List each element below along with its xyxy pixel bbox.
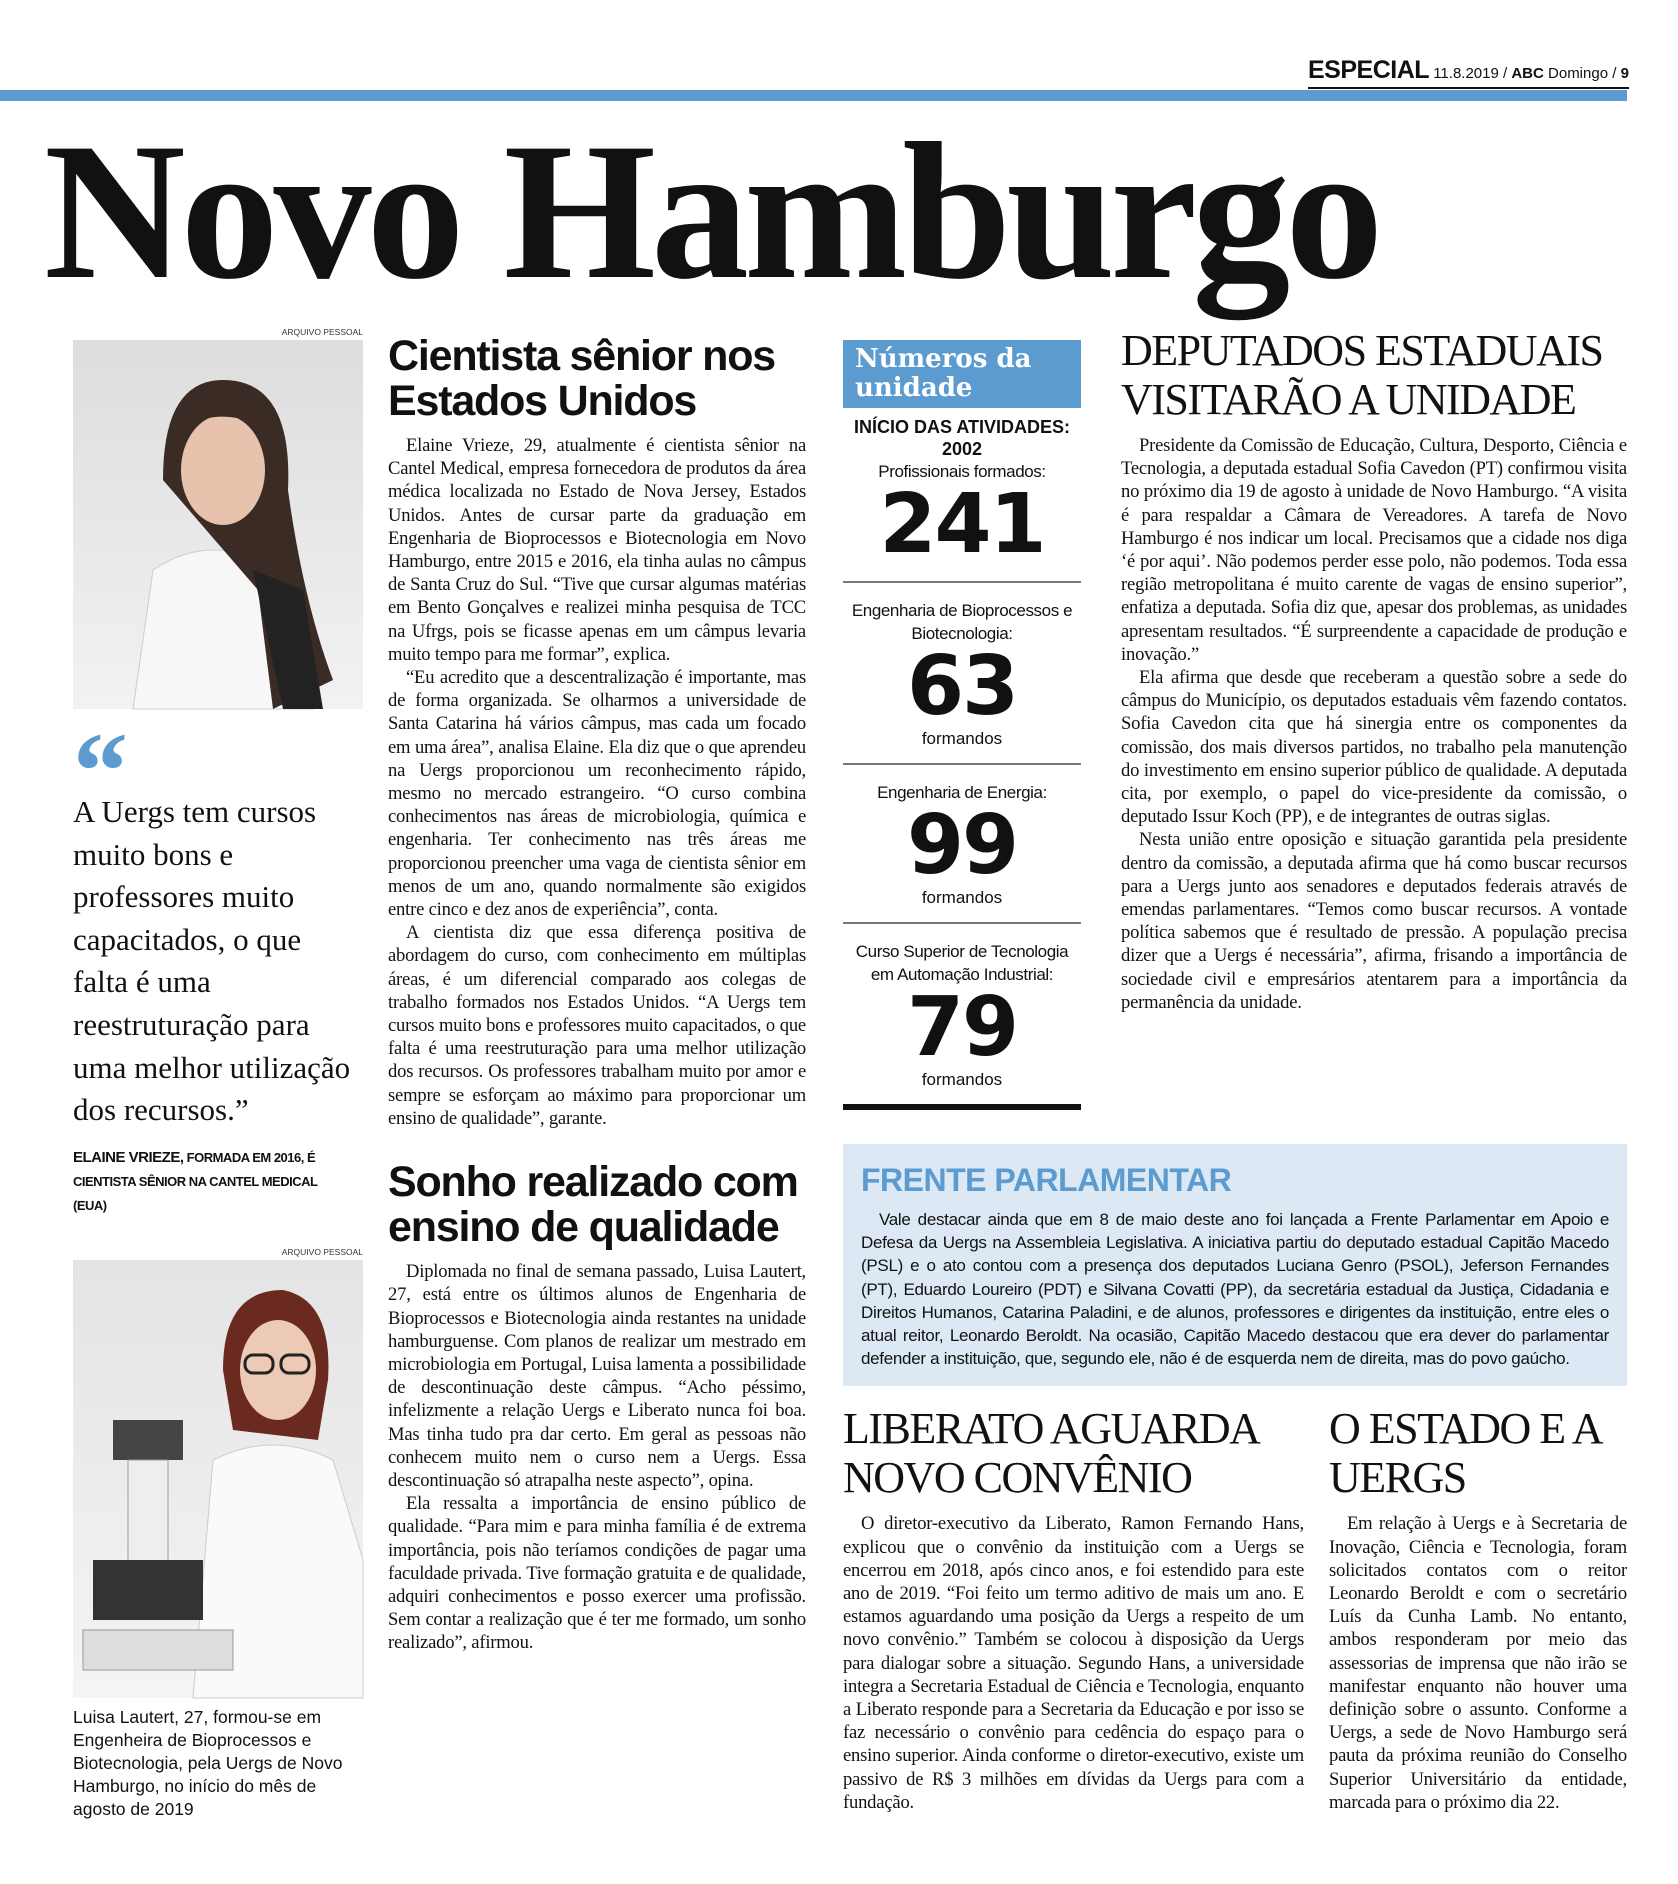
photo-caption: Luisa Lautert, 27, formou-se em Engenheira de Bioprocessos e Biotecnologia, pela Uergs de Novo Hamburgo, no início do mês de agosto de 2019 [73, 1706, 343, 1819]
box-text: Vale destacar ainda que em 8 de maio deste ano foi lançada a Frente Parlamentar em Apoio e Defesa da Uergs na Assembleia Legislativa. A iniciativa partiu do deputado estadual Capitão Macedo (PSL) e o ato contou com a presença dos deputados Luciana Genro (PSOL), Jeferson Fernandes (PT), Eduardo Loureiro (PDT) e Silvana Covatti (PP), da secretária estadual da Justiça, Cidadania e Direitos Humanos, Catarina Paladini, e de alunos, professores e dirigentes da instituição, entre eles o atual reitor, Leonardo Beroldt. Na ocasião, Capitão Macedo destacou que era dever do parlamentar defender a instituição, que, segundo ele, não é de esquerda nem de direita, mas do povo gaúcho. [861, 1210, 1609, 1369]
header-rule [0, 90, 1627, 101]
article-body [843, 1512, 1304, 1814]
stat-label: Engenharia de Bioprocessos e Biotecnologia: [851, 601, 1073, 643]
stats-title: Números da unidade [843, 340, 1081, 408]
right-bottom-row [843, 1404, 1627, 1814]
issue-date: 11.8.2019 [1433, 65, 1499, 82]
stat-value: 79 [906, 980, 1018, 1075]
attribution-name: ELAINE VRIEZE, [73, 1148, 184, 1166]
attribution-text: FORMADA EM 2016, É CIENTISTA SÊNIOR NA CANTEL MEDICAL (EUA) [73, 1149, 318, 1213]
article-body [1329, 1512, 1627, 1814]
stat-value: 241 [879, 477, 1045, 572]
page-number: 9 [1620, 65, 1629, 82]
divider [843, 763, 1081, 765]
paragraph: Em relação à Uergs e à Secretaria de Inovação, Ciência e Tecnologia, foram solicitados contatos com o reitor Leonardo Beroldt e com o secretário Luís da Cunha Lamb. No entanto, ambos responderam por meio das assessorias de imprensa que não irão se manifestar enquanto não houver uma definição sobre o assunto. Conforme a Uergs, a sede de Novo Hamburgo será pauta da próxima reunião do Conselho Superior Universitário da entidade, marcada para o próximo dia 22. [1329, 1513, 1627, 1813]
box-headline: FRENTE PARLAMENTAR [861, 1162, 1232, 1198]
page-header: ESPECIAL 11.8.2019 / ABC Domingo / 9 [1308, 56, 1629, 89]
article-headline: O ESTADO E A UERGS [1329, 1404, 1600, 1503]
paragraph: Ela afirma que desde que receberam a questão sobre a sede do câmpus do Município, os deputados estaduais vêm fazendo contatos. Sofia Cavedon cita que há sinergia entre os componentes da comissão, dos mais diversos partidos, no trabalho pela manutenção do investimento em ensino superior público de qualidade. A deputada cita, por exemplo, o papel do vice-presidente da comissão, o deputado Issur Koch (PP), e de integrantes de outras siglas. [1121, 667, 1627, 828]
divider [843, 581, 1081, 583]
stat-value: 99 [906, 798, 1018, 893]
paper-brand: ABC [1511, 65, 1544, 82]
stat-label: Profissionais formados: [878, 462, 1046, 481]
article-body [388, 1260, 806, 1654]
center-column [388, 326, 806, 1655]
paper-name: Domingo [1548, 65, 1609, 82]
elaine-photo [73, 340, 363, 709]
right-top-row [843, 326, 1627, 1126]
stat-label: Engenharia de Energia: [877, 783, 1047, 802]
luisa-photo [73, 1260, 363, 1698]
page-title: Novo Hamburgo [44, 103, 1379, 320]
paragraph: O diretor-executivo da Liberato, Ramon Fernando Hans, explicou que o convênio da instituição com a Uergs se encerrou em 2018, após cinco anos, e foi estendido para este ano de 2019. “Foi feito um termo aditivo de mais um ano. E estamos aguardando uma posição da Uergs a respeito de um novo convênio.” Também se colocou à disposição da Uergs para dialogar sobre a situação. Segundo Hans, a universidade integra a Secretaria Estadual de Ciência e Tecnologia, enquanto a Liberato responde para a Secretaria da Educação e por isso se faz necessário o convênio para cedência do espaço para o ensino superior. Ainda conforme o diretor-executivo, existe um passivo de R$ 3 milhões em dívidas da Uergs para com a fundação. [843, 1513, 1304, 1813]
stat-label: Curso Superior de Tecnologia em Automação Industrial: [855, 942, 1069, 984]
article-liberato [843, 1404, 1304, 1814]
paragraph: Elaine Vrieze, 29, atualmente é cientista sênior na Cantel Medical, empresa fornecedora de produtos da área médica localizada no Estado de Nova Jersey, Estados Unidos. Antes de cursar parte da graduação em Engenharia de Bioprocessos e Biotecnologia em Novo Hamburgo, entre 2015 e 2016, ela tinha aulas no câmpus de Santa Cruz do Sul. “Tive que cursar algumas matérias em Bento Gonçalves e realizei minha pesquisa de TCC na Ufrgs, pois se ficasse apenas em um câmpus levaria muito tempo para me formar”, explica. [388, 435, 806, 665]
paragraph: Ela ressalta a importância de ensino público de qualidade. “Para mim e para minha família é de extrema importância, pois não teríamos condições de pagar uma faculdade privada. Tive formação gratuita e de qualidade, adquiri conhecimentos e posso exercer uma profissão. Sem contar a realização que é ter me formado, um sonho realizado”, afirmou. [388, 1493, 806, 1654]
paragraph: Presidente da Comissão de Educação, Cultura, Desporto, Ciência e Tecnologia, a deputada estadual Sofia Cavedon (PT) confirmou visita no próximo dia 19 de agosto à unidade de Novo Hamburgo. “A visita é para respaldar a Câmara de Vereadores. A tarefa de Novo Hamburgo é nos indicar um local. Precisamos que a cidade nos diga ‘é por aqui’. Não podemos perder esse polo, não podemos. Toda essa região metropolitana é muito carente de vagas de ensino superior”, enfatiza a deputada. Sofia diz que, apesar dos problemas, as unidades apresentam resultados. “É surpreendente a capacidade de produção e inovação.” [1121, 435, 1627, 665]
right-region [843, 326, 1627, 1814]
stats-box [843, 340, 1081, 1126]
paragraph: A cientista diz que essa diferença positiva de abordagem do curso, com conhecimento em múltiplas áreas, é um diferencial comparado aos colegas de trabalho formados nos Estados Unidos. “A Uergs tem cursos muito bons e professores muito capacitados, o que falta é uma reestruturação para uma melhor utilização dos recursos. Os professores trabalham muito por amor e sempre se esforçam ao máximo para proporcionar um ensino de qualidade”, garante. [388, 922, 806, 1129]
article-headline: LIBERATO AGUARDA NOVO CONVÊNIO [843, 1404, 1258, 1503]
left-column [73, 326, 363, 1821]
quote-attribution [73, 1146, 323, 1218]
page-body [73, 326, 1627, 1851]
paragraph: Diplomada no final de semana passado, Luisa Lautert, 27, está entre os últimos alunos de Engenharia de Bioprocessos e Biotecnologia ainda restantes na unidade hamburguense. Com planos de realizar um mestrado em microbiologia em Portugal, Luisa lamenta a possibilidade de descontinuação deste câmpus. “Acho péssimo, infelizmente a relação Uergs e Liberato nunca foi boa. Mas tinha tudo pra dar certo. Em geral as pessoas não conhecem muito nem o curso nem a Uergs. Essa descontinuação só atrapalha neste aspecto”, opina. [388, 1261, 806, 1491]
pull-quote: A Uergs tem cursos muito bons e professores muito capacitados, o que falta é uma reestruturação para uma melhor utilização dos recursos.” [73, 794, 351, 1128]
photo-credit: ARQUIVO PESSOAL [281, 1246, 363, 1257]
stat-unit: formandos [921, 729, 1003, 748]
divider [843, 1104, 1081, 1110]
article-headline: DEPUTADOS ESTADUAIS VISITARÃO A UNIDADE [1121, 326, 1603, 424]
article-body [1121, 434, 1627, 1014]
paragraph: “Eu acredito que a descentralização é importante, mas de forma organizada. Se olharmos a universidade de Santa Catarina há vários câmpus, mas cada um focado em uma área”, analisa Elaine. Ela diz que o que aprendeu na Uergs proporcionou um reconhecimento rápido, mesmo no mercado estrangeiro. “O curso combina conhecimentos nas áreas de microbiologia, química e engenharia. Ter conhecimento nas três áreas me proporcionou preencher uma vaga de cientista sênior em menos de um ano, quando normalmente são exigidos entre cinco e dez anos de experiência”, conta. [388, 667, 806, 921]
article-headline: Cientista sênior nos Estados Unidos [388, 332, 775, 425]
stat-unit: formandos [921, 888, 1003, 907]
divider [843, 922, 1081, 924]
stat-value: 63 [906, 639, 1018, 734]
article-headline: Sonho realizado com ensino de qualidade [388, 1158, 798, 1252]
article-estado [1329, 1404, 1627, 1814]
section-label: ESPECIAL [1308, 56, 1430, 84]
article-body [388, 434, 806, 1130]
article-deputados [1121, 326, 1627, 1014]
quote-mark-icon: “ [73, 710, 128, 832]
photo-credit: ARQUIVO PESSOAL [281, 327, 363, 337]
paragraph: Nesta união entre oposição e situação garantida pela presidente dentro da comissão, a deputada afirma que há como buscar recursos para a Uergs junto aos senadores e deputados federais através de emendas parlamentares. “Temos como buscar recursos. A vontade política sabemos que é resultado de pressão. A população precisa dizer que a Uergs é necessária”, afirma, frisando a importância de sociedade civil e empresários atentarem para a importância da permanência da unidade. [1121, 829, 1627, 1013]
start-year: INÍCIO DAS ATIVIDADES: 2002 [853, 417, 1070, 459]
frente-parlamentar-box [843, 1144, 1627, 1386]
stat-unit: formandos [921, 1070, 1003, 1089]
